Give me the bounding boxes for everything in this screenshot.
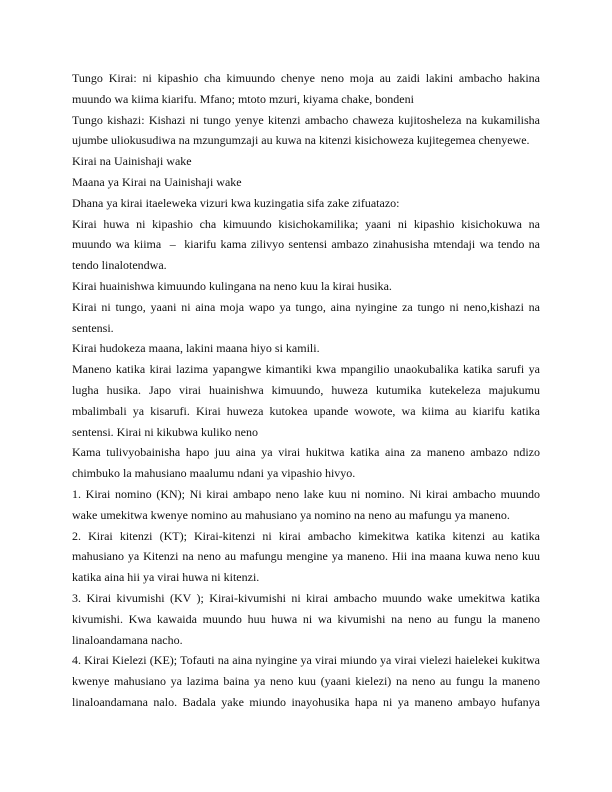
paragraph-sifa-1: Kirai huwa ni kipashio cha kimuundo kisichokamilika; yaani ni kipashio kisichokuwa na muundo wa kiima – kiarifu kama zilivyo sentensi ambazo zinahusisha mtendaji wa tendo na tendo linalotendwa. [72, 216, 540, 273]
list-item-kirai-kielezi: 4. Kirai Kielezi (KE); Tofauti na aina nyingine ya virai miundo ya virai vielezi haielekei kukitwa kwenye mahusiano ya lazima baina ya neno kuu (yaani kielezi) na neno au fungu la maneno linaloandamana nalo. Badala yake miundo inayohusika hapa ni ya maneno ambayo hufanya [72, 653, 540, 709]
list-item-kirai-kitenzi: 2. Kirai kitenzi (KT); Kirai-kitenzi ni kirai ambacho kimekitwa katika kitenzi au katika mahusiano ya Kitenzi na neno au mafungu mengine ya maneno. Hii ina maana kuwa neno kuu katika aina hii ya virai huwa ni kitenzi. [72, 528, 540, 585]
paragraph-sifa-2: Kirai huainishwa kimuundo kulingana na neno kuu la kirai husika. [72, 278, 392, 293]
paragraph-sifa-4: Kirai hudokeza maana, lakini maana hiyo si kamili. [72, 341, 320, 356]
paragraph-dhana: Dhana ya kirai itaeleweka vizuri kwa kuzingatia sifa zake zifuatazo: [72, 195, 400, 210]
paragraph-aina-za-virai: Kama tulivyobainisha hapo juu aina ya virai hukitwa katika aina za maneno ambazo ndizo chimbuko la mahusiano maalumu ndani ya vipashio hivyo. [72, 445, 540, 481]
list-item-kirai-nomino: 1. Kirai nomino (KN); Ni kirai ambapo neno lake kuu ni nomino. Ni kirai ambacho muundo wake umekitwa kwenye nomino au mahusiano ya nomino na neno au mafungu ya maneno. [72, 486, 540, 522]
heading-kirai-uainishaji: Kirai na Uainishaji wake [72, 154, 192, 169]
document-page [72, 68, 540, 713]
paragraph-sifa-5: Maneno katika kirai lazima yapangwe kimantiki kwa mpangilio unaokubalika katika sarufi ya lugha husika. Japo virai huainishwa kimuundo, huweza kutumika kutekeleza majukumu mbalimbali ya kisarufi. Kirai huweza kutokea upande wowote, wa kiima au kiarifu katika sentensi. Kirai ni kikubwa kuliko neno [72, 362, 540, 439]
paragraph-tungo-kishazi: Tungo kishazi: Kishazi ni tungo yenye kitenzi ambacho chaweza kujitosheleza na kukamilisha ujumbe uliokusudiwa na mzungumzaji au kuwa na kitenzi kisichoweza kujitegemea chenyewe. [72, 112, 540, 148]
heading-maana-ya-kirai: Maana ya Kirai na Uainishaji wake [72, 174, 242, 189]
list-item-kirai-kivumishi: 3. Kirai kivumishi (KV ); Kirai-kivumishi ni kirai ambacho muundo wake umekitwa katika kivumishi. Kwa kawaida muundo huu huwa ni wa kivumishi na neno au fungu la maneno linaloandamana nacho. [72, 590, 540, 647]
paragraph-tungo-kirai: Tungo Kirai: ni kipashio cha kimuundo chenye neno moja au zaidi lakini ambacho hakina muundo wa kiima kiarifu. Mfano; mtoto mzuri, kiyama chake, bondeni [72, 71, 540, 106]
paragraph-sifa-3: Kirai ni tungo, yaani ni aina moja wapo ya tungo, aina nyingine za tungo ni neno,kishazi na sentensi. [72, 299, 540, 335]
